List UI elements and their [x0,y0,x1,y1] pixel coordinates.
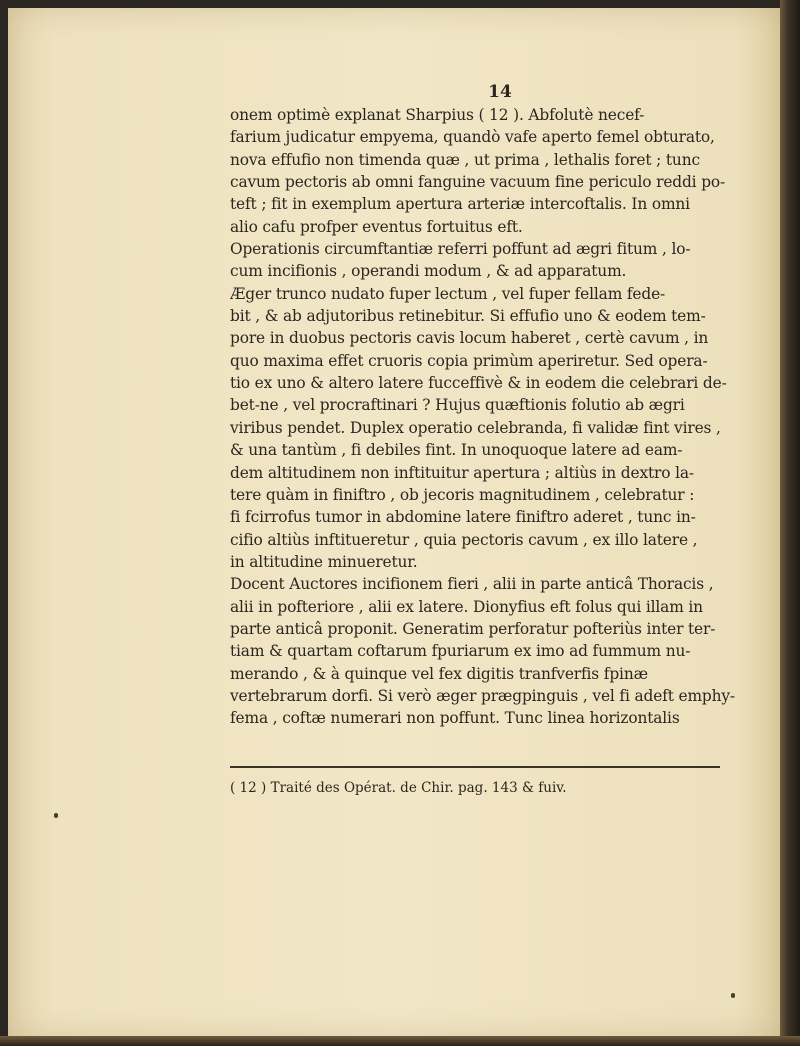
text-line: onem optimè explanat Sharpius ( 12 ). Abfolutè necef- [230,106,645,124]
footnote-divider-rule [230,766,720,768]
text-line: teft ; fit in exemplum apertura arteriæ intercoftalis. In omni [230,195,690,214]
text-line: bet-ne , vel procraftinari ? Hujus quæftionis folutio ab ægri [230,396,685,415]
text-line: alio cafu profper eventus fortuitus eft. [230,217,523,236]
text-line: parte anticâ proponit. Generatim perforatur pofteriùs inter ter- [230,619,716,638]
text-line: viribus pendet. Duplex operatio celebranda, fi validæ fint vires , [230,418,721,437]
text-line: dem altitudinem non inftituitur apertura ; altiùs in dextro la- [230,463,694,482]
text-line: vertebrarum dorfi. Si verò æger prægpinguis , vel fi adeft emphy- [230,686,735,705]
text-line: in altitudine minueretur. [230,552,418,571]
page-number: 14 [488,82,512,102]
text-line: cavum pectoris ab omni fanguine vacuum fine periculo reddi po- [230,173,726,192]
main-text-block [230,82,770,796]
ink-speck-left [54,813,58,818]
text-line: pore in duobus pectoris cavis locum haberet , certè cavum , in [230,329,709,348]
page-edge-bottom [0,1036,800,1046]
text-line: merando , & à quinque vel fex digitis tranfverfis fpinæ [230,664,648,683]
text-line: tiam & quartam coftarum fpuriarum ex imo ad fummum nu- [230,642,691,661]
paper-sheet [8,8,780,1038]
text-line: farium judicatur empyema, quandò vafe aperto femel obturato, [230,128,715,147]
text-line: tere quàm in finiftro , ob jecoris magnitudinem , celebratur : [230,485,695,504]
text-line: Docent Auctores incifionem fieri , alii in parte anticâ Thoracis , [230,575,714,594]
text-line: cifio altiùs inftitueretur , quia pectoris cavum , ex illo latere , [230,530,698,549]
ink-speck-right [731,993,735,998]
text-line: Æger trunco nudato fuper lectum , vel fuper fellam fede- [230,284,666,303]
body-text [230,104,770,730]
text-line: fema , coftæ numerari non poffunt. Tunc linea horizontalis [230,709,680,728]
footnote: ( 12 ) Traité des Opérat. de Chir. pag. 143 & fuiv. [230,780,567,796]
text-line: tio ex uno & altero latere fucceffivè & in eodem die celebrari de- [230,374,727,393]
text-line: alii in pofteriore , alii ex latere. Dionyfius eft folus qui illam in [230,597,703,616]
text-line: quo maxima effet cruoris copia primùm aperiretur. Sed opera- [230,351,708,370]
text-line: bit , & ab adjutoribus retinebitur. Si effufio uno & eodem tem- [230,307,706,326]
text-line: nova effufio non timenda quæ , ut prima , lethalis foret ; tunc [230,150,700,169]
text-line: cum incifionis , operandi modum , & ad apparatum. [230,262,627,281]
page-edge-right [780,0,800,1046]
text-line: fi fcirrofus tumor in abdomine latere finiftro aderet , tunc in- [230,508,696,527]
text-line: & una tantùm , fi debiles fint. In unoquoque latere ad eam- [230,441,683,460]
text-line: Operationis circumftantiæ referri poffunt ad ægri fitum , lo- [230,240,691,259]
